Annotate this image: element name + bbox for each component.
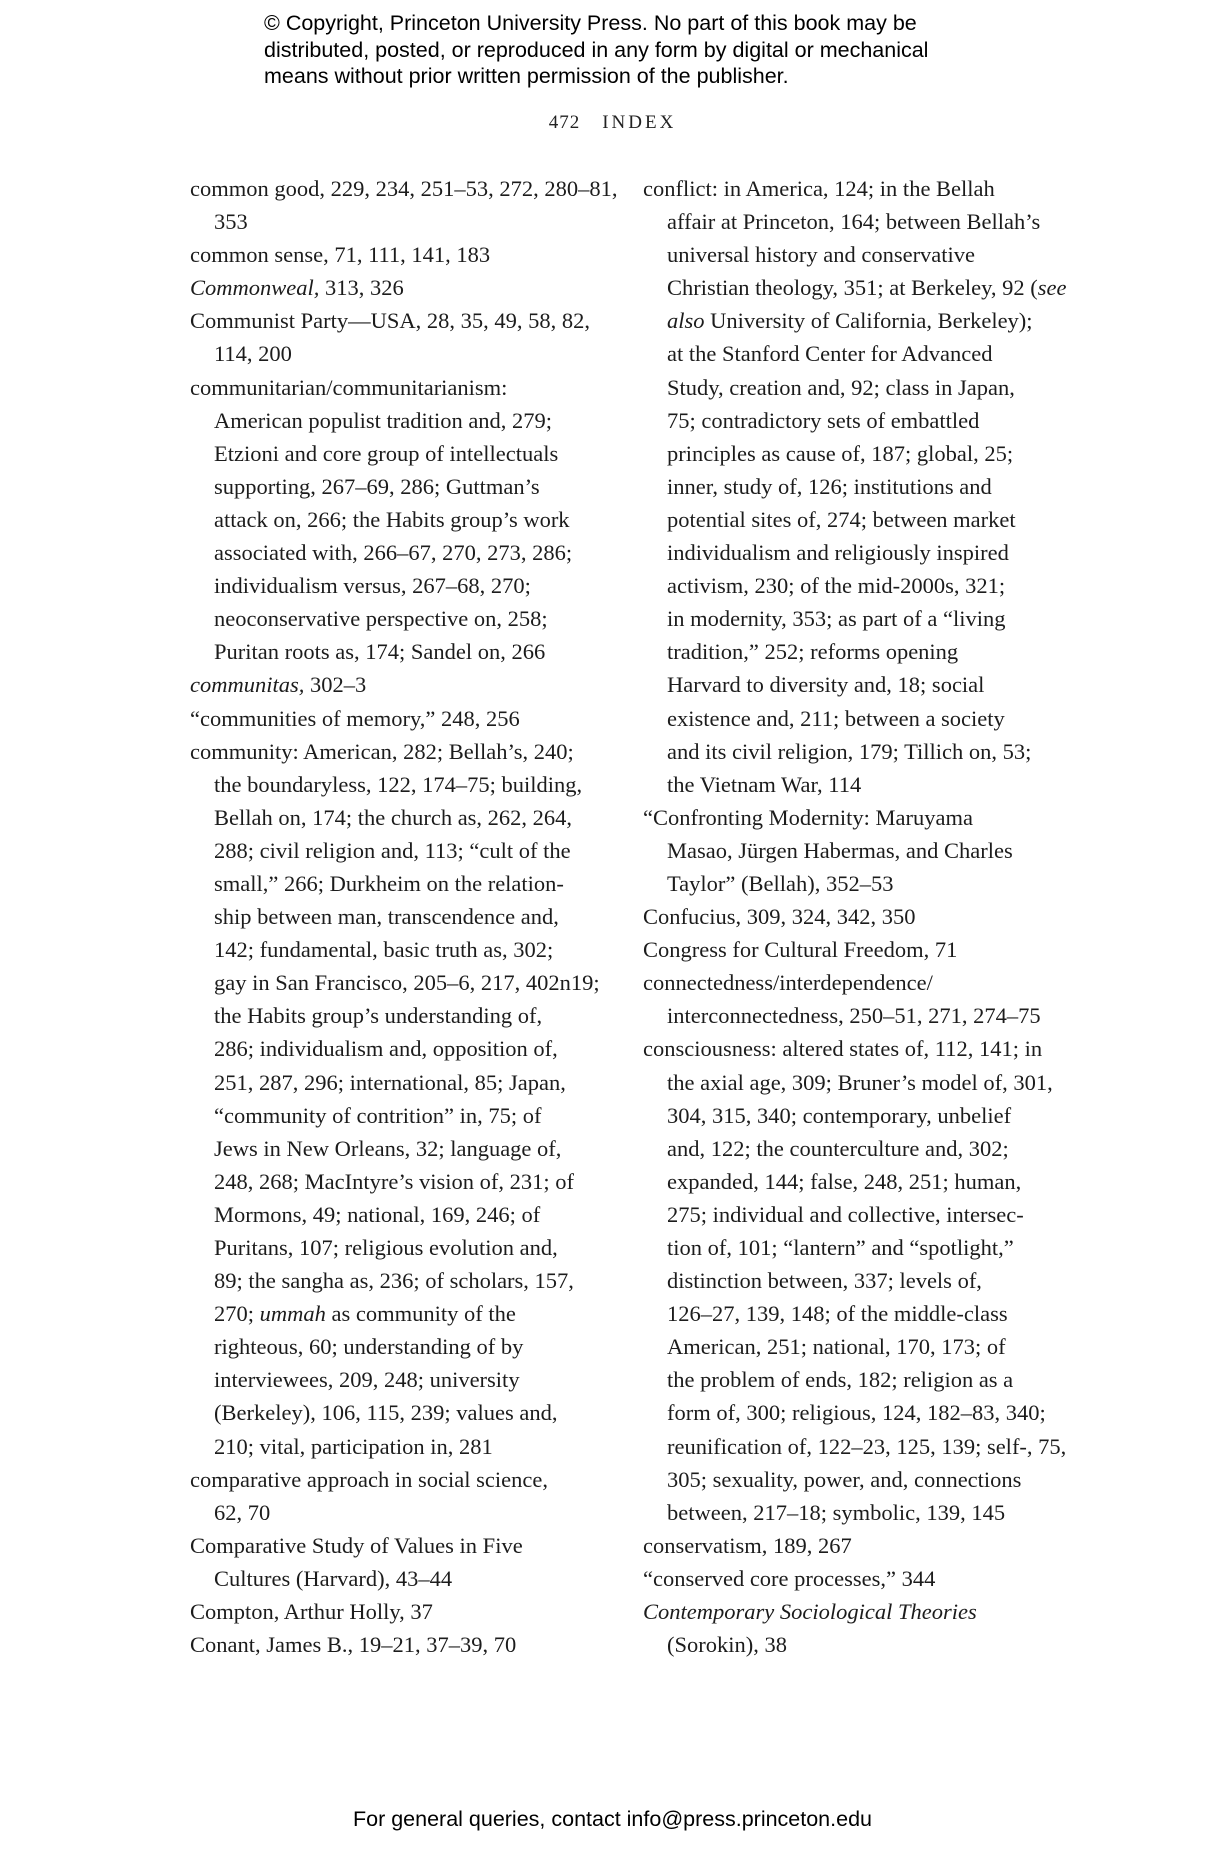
index-entry-line: distinction between, 337; levels of,	[667, 1268, 982, 1294]
index-entry-line: the Vietnam War, 114	[667, 771, 862, 797]
index-entry-line: 305; sexuality, power, and, connections	[667, 1466, 1022, 1492]
index-entry-line: Puritans, 107; religious evolution and,	[214, 1235, 558, 1260]
index-entry-line: in modernity, 353; as part of a “living	[667, 606, 1006, 632]
index-entry-line: between, 217–18; symbolic, 139, 145	[667, 1499, 1006, 1525]
index-entry-line: American, 251; national, 170, 173; of	[667, 1334, 1006, 1360]
index-entry-line: Mormons, 49; national, 169, 246; of	[214, 1201, 541, 1227]
index-entry-line: and its civil religion, 179; Tillich on, 53;	[667, 738, 1032, 764]
index-entry-line: 126–27, 139, 148; of the middle-class	[667, 1301, 1008, 1327]
index-entry-line: 286; individualism and, opposition of,	[214, 1036, 558, 1062]
index-entry-line: 75; contradictory sets of embattled	[667, 407, 980, 433]
index-entry-line: reunification of, 122–23, 125, 139; self-, 75,	[667, 1433, 1067, 1459]
index-entry-line: ship between man, transcendence and,	[214, 904, 559, 930]
footer-contact: For general queries, contact info@press.princeton.edu	[352, 1807, 872, 1831]
index-entry-line: 275; individual and collective, intersec-	[667, 1201, 1024, 1227]
index-entry-line: affair at Princeton, 164; between Bellah’s	[667, 209, 1041, 235]
index-entry-line: Puritan roots as, 174; Sandel on, 266	[214, 639, 546, 665]
copyright-line: © Copyright, Princeton University Press. No part of this book may be	[264, 11, 917, 35]
index-entry-line: 210; vital, participation in, 281	[214, 1433, 493, 1459]
index-entry-line: existence and, 211; between a society	[667, 705, 1005, 731]
index-entry: communitas, 302–3	[190, 672, 367, 698]
index-entry: consciousness: altered states of, 112, 141; in	[643, 1036, 1043, 1062]
index-entry-line: the axial age, 309; Bruner’s model of, 301,	[667, 1069, 1053, 1095]
index-entry-line: “community of contrition” in, 75; of	[214, 1102, 542, 1128]
index-entry-line: Cultures (Harvard), 43–44	[214, 1565, 453, 1591]
index-entry-line: the Habits group’s understanding of,	[214, 1003, 543, 1029]
index-entry-line: 353	[214, 209, 248, 235]
index-entry-line: 62, 70	[214, 1499, 271, 1525]
index-entry: common sense, 71, 111, 141, 183	[190, 242, 491, 268]
index-entry-line: inner, study of, 126; institutions and	[667, 473, 992, 499]
index-entry-line: Etzioni and core group of intellectuals	[214, 440, 559, 466]
index-entry-line: Christian theology, 351; at Berkeley, 92 (see	[667, 275, 1067, 301]
index-entry-line: righteous, 60; understanding of by	[214, 1334, 524, 1360]
copyright-notice	[264, 10, 1024, 90]
index-entry: Commonweal, 313, 326	[190, 275, 404, 301]
index-entry-line: form of, 300; religious, 124, 182–83, 340;	[667, 1400, 1046, 1426]
index-entry: Compton, Arthur Holly, 37	[190, 1599, 433, 1625]
index-entry-line: principles as cause of, 187; global, 25;	[667, 440, 1014, 466]
index-entry-line: Harvard to diversity and, 18; social	[667, 672, 985, 698]
index-entry-line: small,” 266; Durkheim on the relation-	[214, 870, 564, 896]
index-entry: conflict: in America, 124; in the Bellah	[643, 176, 995, 201]
index-entry-line: Taylor” (Bellah), 352–53	[667, 870, 894, 896]
index-entry: community: American, 282; Bellah’s, 240;	[190, 738, 574, 764]
index-entry-line: (Sorokin), 38	[667, 1632, 787, 1658]
index-column-left	[190, 172, 630, 1661]
index-entry: Communist Party—USA, 28, 35, 49, 58, 82,	[190, 308, 591, 334]
index-entry: Contemporary Sociological Theories	[643, 1599, 977, 1625]
running-head	[0, 112, 1225, 134]
index-entry-line: the boundaryless, 122, 174–75; building,	[214, 771, 583, 797]
index-entry-line: 89; the sangha as, 236; of scholars, 157,	[214, 1268, 574, 1294]
index-entry-line: at the Stanford Center for Advanced	[667, 341, 993, 367]
index-entry-line: and, 122; the counterculture and, 302;	[667, 1135, 1009, 1161]
index-entry: Confucius, 309, 324, 342, 350	[643, 904, 916, 930]
index-entry-line: Bellah on, 174; the church as, 262, 264,	[214, 804, 573, 830]
index-entry-line: 288; civil religion and, 113; “cult of the	[214, 837, 571, 863]
index-entry-line: (Berkeley), 106, 115, 239; values and,	[214, 1400, 558, 1426]
index-entry-line: 248, 268; MacIntyre’s vision of, 231; of	[214, 1168, 574, 1194]
index-entry: conservatism, 189, 267	[643, 1532, 852, 1558]
index-entry-line: supporting, 267–69, 286; Guttman’s	[214, 473, 540, 499]
index-entry-line: interviewees, 209, 248; university	[214, 1367, 520, 1393]
index-entry-line: individualism versus, 267–68, 270;	[214, 573, 531, 599]
index-entry-line: Jews in New Orleans, 32; language of,	[214, 1135, 562, 1161]
index-entry: “conserved core processes,” 344	[643, 1565, 936, 1591]
index-entry: comparative approach in social science,	[190, 1466, 548, 1492]
page-number: 472	[548, 112, 581, 133]
index-entry: Congress for Cultural Freedom, 71	[643, 937, 958, 963]
index-entry-line: interconnectedness, 250–51, 271, 274–75	[667, 1003, 1041, 1029]
index-entry-line: the problem of ends, 182; religion as a	[667, 1367, 1014, 1393]
index-entry-line: tradition,” 252; reforms opening	[667, 639, 959, 665]
index-entry: Conant, James B., 19–21, 37–39, 70	[190, 1632, 517, 1658]
index-entry-line: 114, 200	[214, 341, 292, 367]
index-entry-line: activism, 230; of the mid-2000s, 321;	[667, 573, 1006, 599]
index-entry-line: associated with, 266–67, 270, 273, 286;	[214, 540, 573, 566]
index-entry: “communities of memory,” 248, 256	[190, 705, 520, 731]
copyright-line: distributed, posted, or reproduced in any form by digital or mechanical	[264, 37, 929, 62]
index-entry-line: attack on, 266; the Habits group’s work	[214, 506, 570, 532]
index-entry-line: Masao, Jürgen Habermas, and Charles	[667, 837, 1013, 863]
index-entry-line: American populist tradition and, 279;	[214, 407, 553, 433]
index-entry-line: also University of California, Berkeley);	[667, 308, 1033, 334]
index-entry-line: gay in San Francisco, 205–6, 217, 402n19;	[214, 970, 600, 996]
index-column-right	[643, 172, 1083, 1661]
index-entry-line: universal history and conservative	[667, 242, 976, 268]
section-title: INDEX	[602, 112, 677, 133]
index-entry-line: tion of, 101; “lantern” and “spotlight,”	[667, 1235, 1014, 1260]
index-entry: “Confronting Modernity: Maruyama	[643, 804, 973, 830]
index-entry: connectedness/interdependence/	[643, 970, 933, 996]
index-entry-line: individualism and religiously inspired	[667, 540, 1009, 566]
index-entry-line: 304, 315, 340; contemporary, unbelief	[667, 1102, 1012, 1128]
index-entry-line: neoconservative perspective on, 258;	[214, 606, 548, 632]
index-entry-line: 270; ummah as community of the	[214, 1301, 516, 1327]
index-entry-line: 251, 287, 296; international, 85; Japan,	[214, 1069, 566, 1095]
index-entry-line: 142; fundamental, basic truth as, 302;	[214, 937, 554, 963]
index-entry-line: Study, creation and, 92; class in Japan,	[667, 374, 1015, 400]
index-entry-line: expanded, 144; false, 248, 251; human,	[667, 1168, 1022, 1194]
index-entry-line: potential sites of, 274; between market	[667, 506, 1016, 532]
copyright-line: means without prior written permission of the publisher.	[264, 64, 789, 88]
index-entry: communitarian/communitarianism:	[190, 374, 508, 400]
index-entry: common good, 229, 234, 251–53, 272, 280–81,	[190, 176, 618, 201]
index-entry: Comparative Study of Values in Five	[190, 1532, 523, 1558]
